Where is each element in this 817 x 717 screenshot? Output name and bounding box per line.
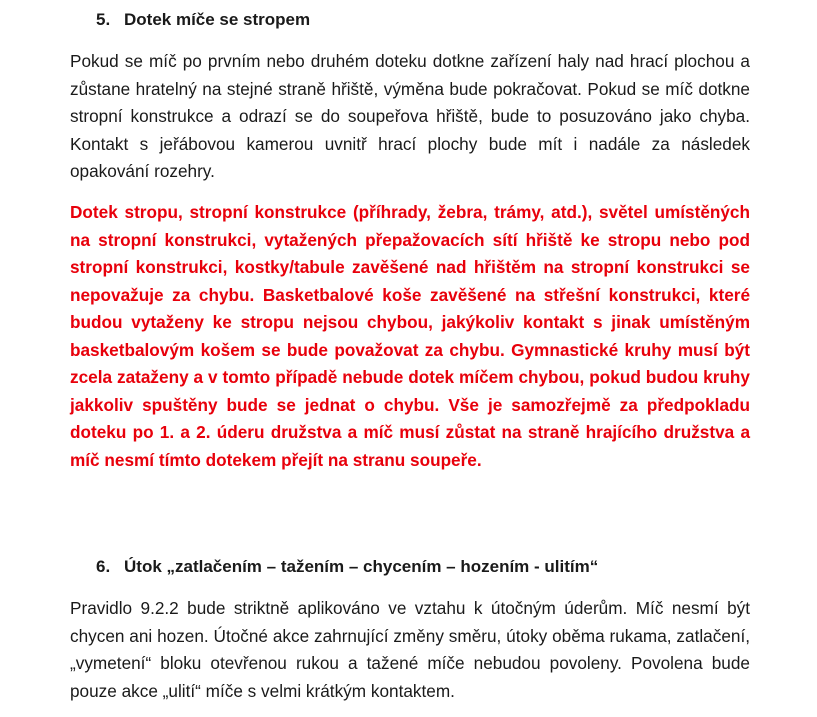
section-5-number: 5. bbox=[96, 10, 111, 29]
section-6-title: Útok „zatlačením – tažením – chycením – hozením - ulitím“ bbox=[124, 557, 599, 576]
section-5-red-paragraph: Dotek stropu, stropní konstrukce (příhrady, žebra, trámy, atd.), světel umístěných na stropní konstrukci, vytažených přepažovacích sítí hřiště ke stropu nebo pod stropní konstrukci, kostky/tabule zavěšené nad hřištěm na stropní konstrukci se nepovažuje za chybu. Basketbalové koše zavěšené na střešní konstrukci, které budou vytaženy ke stropu nejsou chybou, jakýkoliv kontakt s jinak umístěným basketbalovým košem se bude považovat za chybu. Gymnastické kruhy musí být zcela zataženy a v tomto případě nebude dotek míčem chybou, pokud budou kruhy jakkoliv spuštěny bude se jednat o chybu. Vše je samozřejmě za předpokladu doteku po 1. a 2. úderu družstva a míč musí zůstat na straně hrajícího družstva a míč nesmí tímto dotekem přejít na stranu soupeře. bbox=[70, 202, 750, 470]
section-6-paragraph: Pravidlo 9.2.2 bude striktně aplikováno ve vztahu k útočným úderům. Míč nesmí být chycen ani hozen. Útočné akce zahrnující změny směru, útoky oběma rukama, zatlačení, „vymetení“ bloku otevřenou rukou a tažené míče nebudou povoleny. Povolena bude pouze akce „ulití“ míče s velmi krátkým kontaktem. bbox=[70, 598, 750, 701]
section-6-heading bbox=[70, 556, 598, 578]
section-5-paragraph: Pokud se míč po prvním nebo druhém doteku dotkne zařízení haly nad hrací plochou a zůstane hratelný na stejné straně hřiště, výměna bude pokračovat. Pokud se míč dotkne stropní konstrukce a odrazí se do soupeřova hřiště, bude to posuzováno jako chyba. Kontakt s jeřábovou kamerou uvnitř hrací plochy bude mít i nadále za následek opakování rozehry. bbox=[70, 51, 750, 181]
section-5-title: Dotek míče se stropem bbox=[124, 10, 311, 29]
section-5-heading bbox=[70, 9, 310, 31]
section-6-number: 6. bbox=[96, 557, 111, 576]
